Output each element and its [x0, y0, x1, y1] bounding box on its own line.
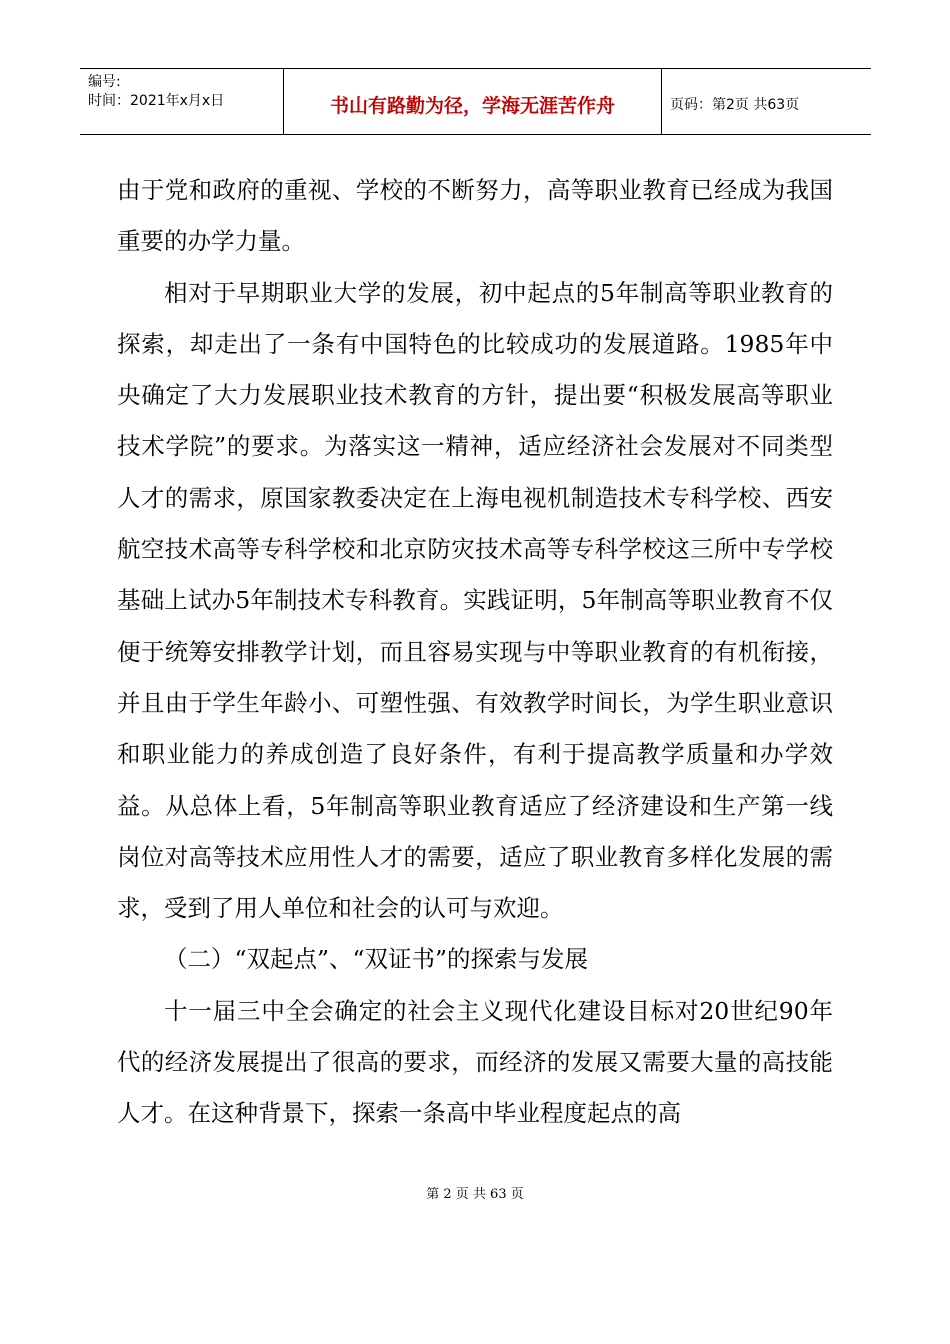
- header-motto: 书山有路勤为径，学海无涯苦作舟: [329, 95, 615, 117]
- section-heading: （二）“双起点”、“双证书”的探索与发展: [164, 945, 589, 974]
- paragraph-2: 相对于早期职业大学的发展，初中起点的5年制高等职业教育的探索，却走出了一条有中国特色的比较成功的发展道路。1985年中央确定了大力发展职业技术教育的方针，提出要“积极发展高等职业技术学院”的要求。为落实这一精神，适应经济社会发展对不同类型人才的需求，原国家教委决定在上海电视机制造技术专科学校、西安航空技术高等专科学校和北京防灾技术高等专科学校这三所中专学校基础上试办5年制技术专科教育。实践证明，5年制高等职业教育不仅便于统筹安排教学计划，而且容易实现与中等职业教育的有机衔接，并且由于学生年龄小、可塑性强、有效教学时间长，为学生职业意识和职业能力的养成创造了良好条件，有利于提高教学质量和办学效益。从总体上看，5年制高等职业教育适应了经济建设和生产第一线岗位对高等技术应用性人才的需要，适应了职业教育多样化发展的需求，受到了用人单位和社会的认可与欢迎。: [117, 278, 833, 923]
- document-body: [117, 165, 833, 1140]
- header-motto-cell: [284, 69, 662, 134]
- footer-page-number: 第 2 页 共 63 页: [426, 1187, 524, 1202]
- paragraph-3: 十一届三中全会确定的社会主义现代化建设目标对20世纪90年代的经济发展提出了很高的要求，而经济的发展又需要大量的高技能人才。在这种背景下，探索一条高中毕业程度起点的高: [117, 996, 833, 1128]
- header-meta-cell: [80, 69, 284, 134]
- header-page-info: 页码：第2页 共63页: [670, 96, 800, 113]
- document-number-label: 编号:: [88, 74, 121, 90]
- page-footer: [0, 1183, 950, 1202]
- header-page-cell: [662, 69, 871, 134]
- page-header: [80, 68, 871, 135]
- document-time-label: 时间：2021年x月x日: [88, 93, 225, 109]
- paragraph-1: 由于党和政府的重视、学校的不断努力，高等职业教育已经成为我国重要的办学力量。: [117, 176, 833, 256]
